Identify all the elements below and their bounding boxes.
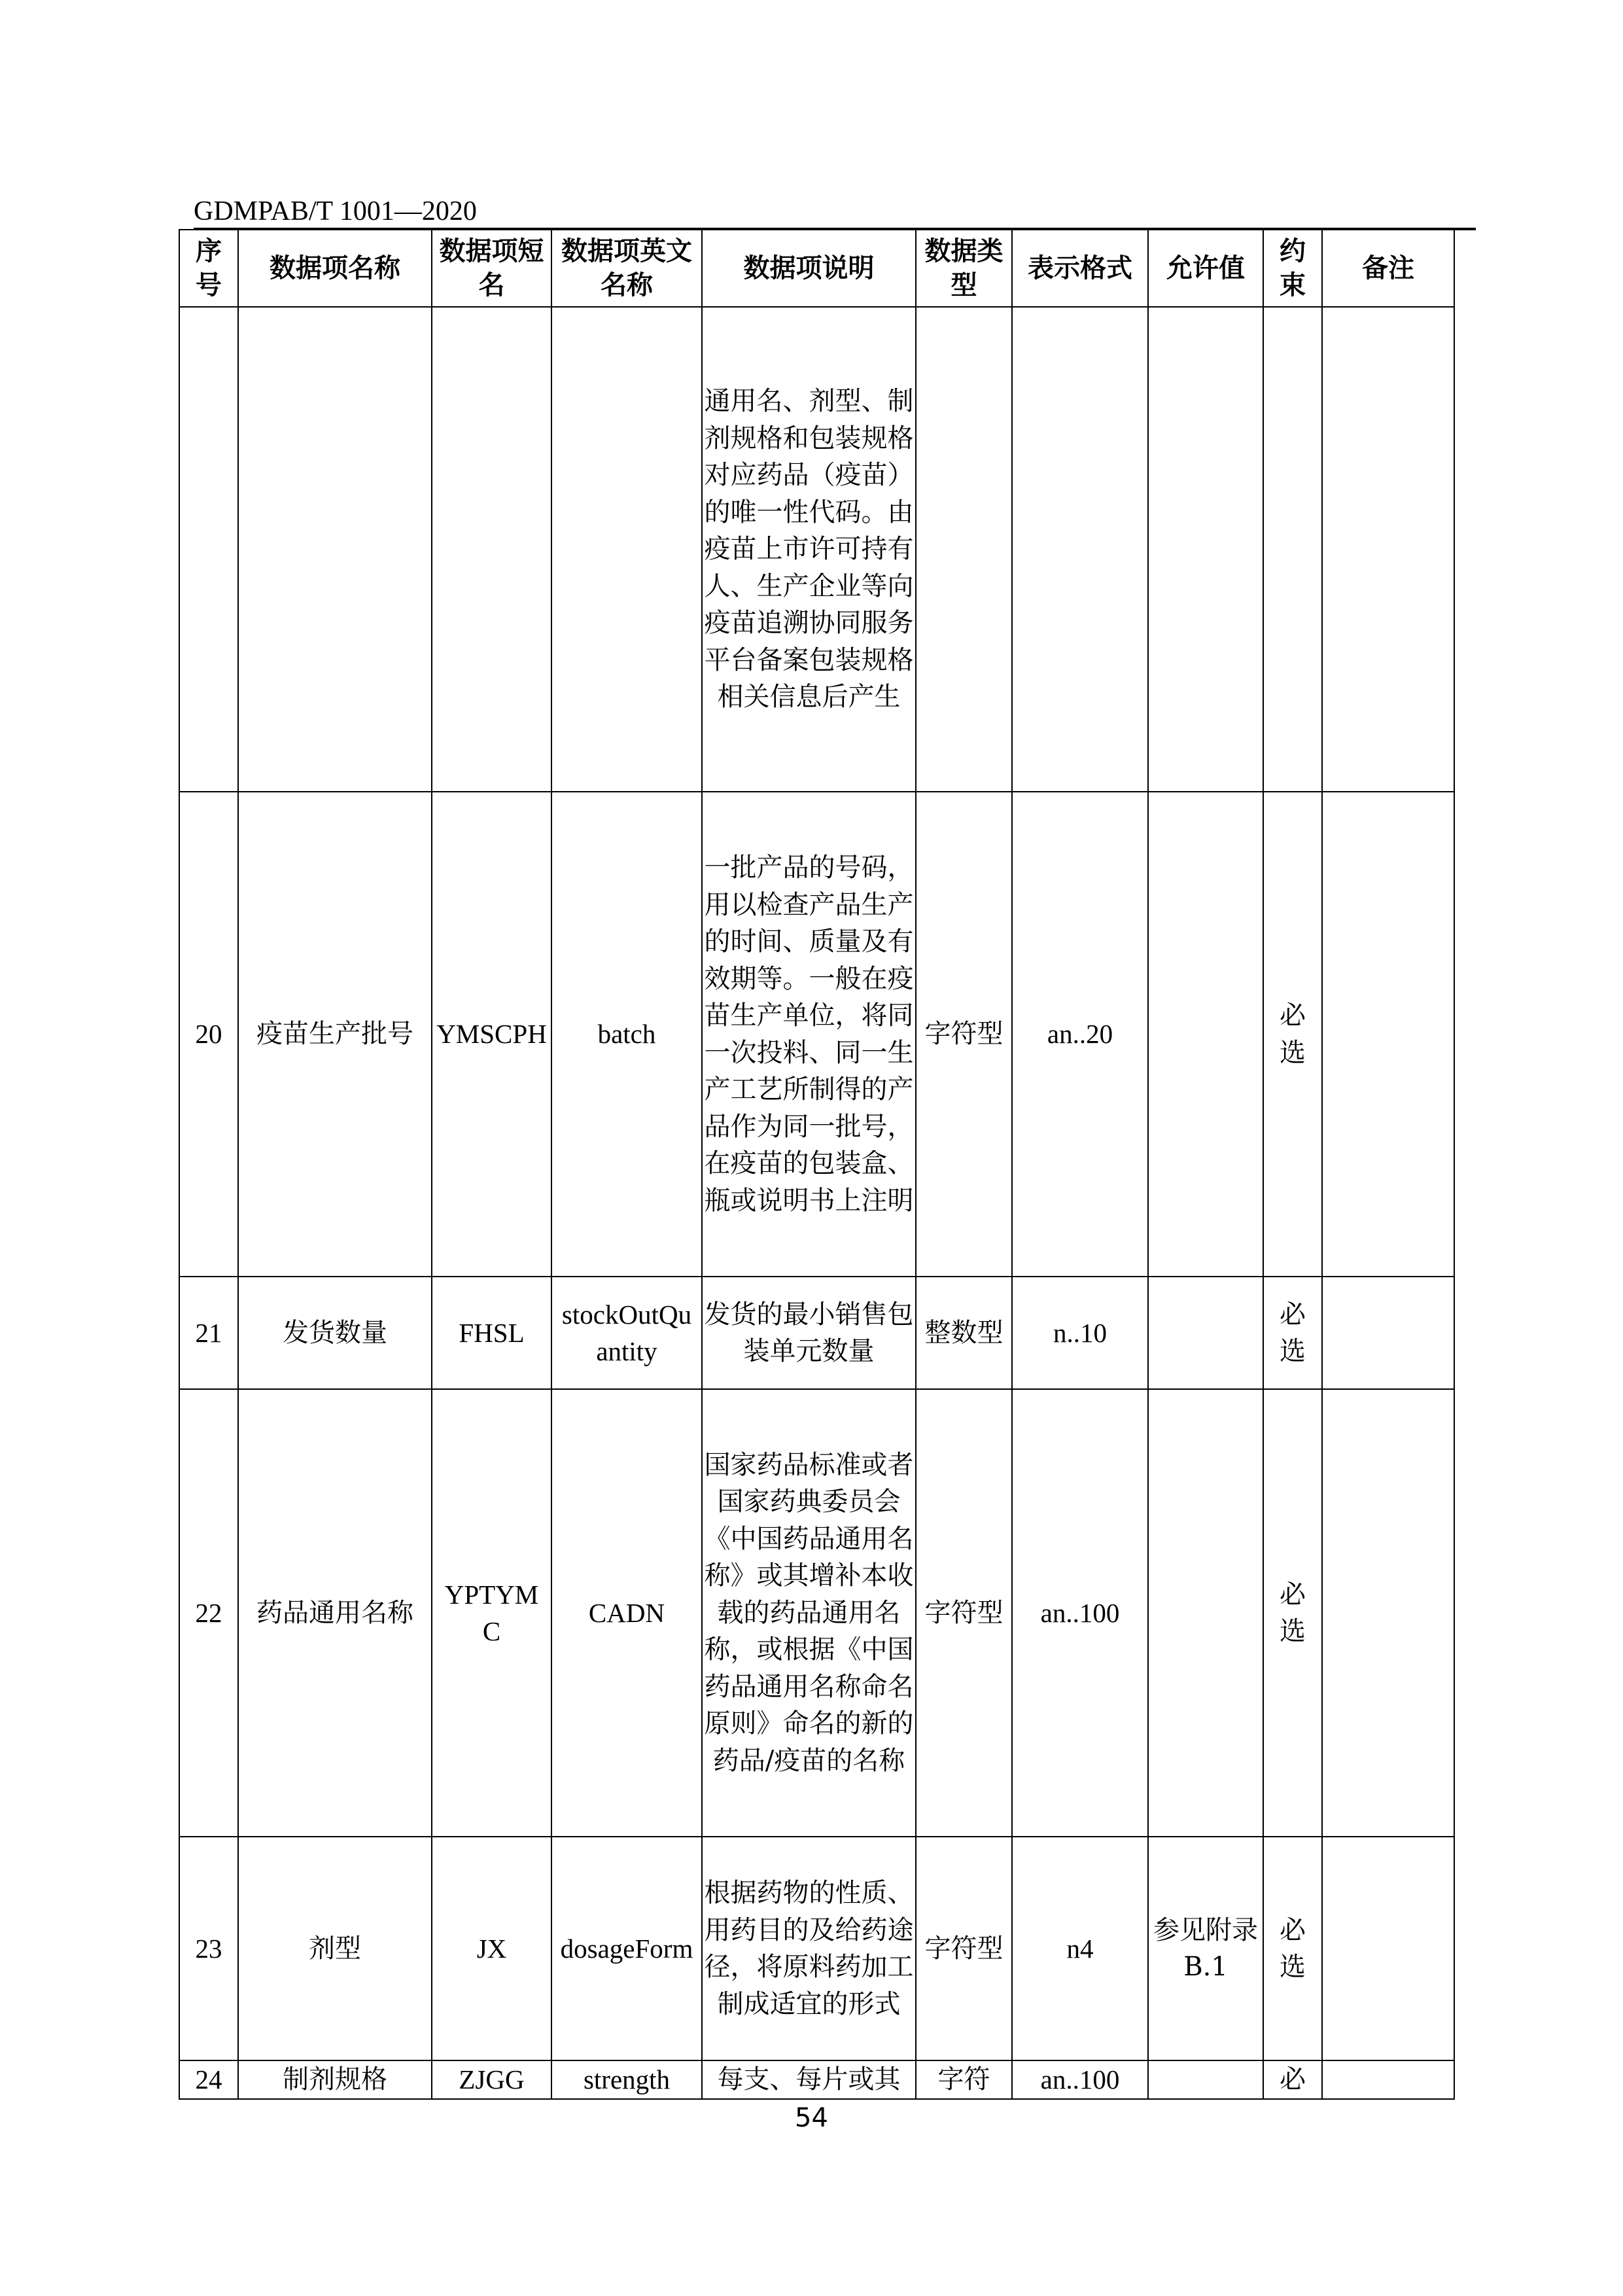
table-row (179, 1277, 1454, 1389)
column-header-allowed-values: 允许值 (1148, 230, 1263, 307)
column-header-english-name: 数据项英文名称 (551, 230, 702, 307)
cell-english-name: CADN (551, 1389, 702, 1837)
cell-short-name (432, 307, 551, 792)
column-header-no: 序号 (179, 230, 238, 307)
data-item-table (179, 229, 1455, 2100)
cell-format: an..100 (1012, 1389, 1148, 1837)
cell-english-name (551, 307, 702, 792)
cell-note (1322, 1389, 1454, 1837)
cell-data-type: 整数型 (916, 1277, 1012, 1389)
cell-data-type: 字符型 (916, 1837, 1012, 2060)
table-row (179, 307, 1454, 792)
cell-allowed-values (1148, 1389, 1263, 1837)
column-header-format: 表示格式 (1012, 230, 1148, 307)
cell-no (179, 307, 238, 792)
cell-english-name: strength (551, 2060, 702, 2099)
cell-constraint: 必选 (1263, 1389, 1322, 1837)
cell-allowed-values (1148, 1277, 1263, 1389)
cell-format: an..20 (1012, 792, 1148, 1277)
cell-allowed-values (1148, 2060, 1263, 2099)
cell-description: 一批产品的号码，用以检查产品生产的时间、质量及有效期等。一般在疫苗生产单位，将同一次投料、同一生产工艺所制得的产品作为同一批号，在疫苗的包装盒、瓶或说明书上注明 (702, 792, 916, 1277)
page-number: 54 (795, 2103, 828, 2133)
cell-constraint: 必 (1263, 2060, 1322, 2099)
cell-description: 根据药物的性质、用药目的及给药途径，将原料药加工制成适宜的形式 (702, 1837, 916, 2060)
cell-short-name: YMSCPH (432, 792, 551, 1277)
column-header-short-name: 数据项短名 (432, 230, 551, 307)
cell-no: 20 (179, 792, 238, 1277)
cell-description: 发货的最小销售包装单元数量 (702, 1277, 916, 1389)
cell-note (1322, 1277, 1454, 1389)
cell-data-type (916, 307, 1012, 792)
cell-note (1322, 1837, 1454, 2060)
table-header-row (179, 230, 1454, 307)
cell-allowed-values (1148, 307, 1263, 792)
cell-no: 23 (179, 1837, 238, 2060)
cell-name: 疫苗生产批号 (238, 792, 432, 1277)
cell-no: 24 (179, 2060, 238, 2099)
cell-english-name: dosageForm (551, 1837, 702, 2060)
cell-format (1012, 307, 1148, 792)
cell-name: 制剂规格 (238, 2060, 432, 2099)
column-header-description: 数据项说明 (702, 230, 916, 307)
cell-note (1322, 307, 1454, 792)
column-header-data-type: 数据类型 (916, 230, 1012, 307)
column-header-constraint: 约束 (1263, 230, 1322, 307)
table-row (179, 792, 1454, 1277)
table-row (179, 1389, 1454, 1837)
cell-name: 剂型 (238, 1837, 432, 2060)
cell-constraint (1263, 307, 1322, 792)
cell-description: 每支、每片或其 (702, 2060, 916, 2099)
cell-data-type: 字符型 (916, 1389, 1012, 1837)
cell-short-name: ZJGG (432, 2060, 551, 2099)
cell-constraint: 必选 (1263, 1277, 1322, 1389)
cell-data-type: 字符型 (916, 792, 1012, 1277)
table-row (179, 1837, 1454, 2060)
table-row (179, 2060, 1454, 2099)
cell-name (238, 307, 432, 792)
cell-name: 药品通用名称 (238, 1389, 432, 1837)
cell-note (1322, 2060, 1454, 2099)
document-code: GDMPAB/T 1001—2020 (194, 196, 477, 226)
cell-english-name: batch (551, 792, 702, 1277)
cell-allowed-values (1148, 792, 1263, 1277)
cell-note (1322, 792, 1454, 1277)
cell-format: n..10 (1012, 1277, 1148, 1389)
cell-short-name: YPTYMC (432, 1389, 551, 1837)
column-header-note: 备注 (1322, 230, 1454, 307)
cell-data-type: 字符 (916, 2060, 1012, 2099)
cell-description: 通用名、剂型、制剂规格和包装规格对应药品（疫苗）的唯一性代码。由疫苗上市许可持有人、生产企业等向疫苗追溯协同服务平台备案包装规格相关信息后产生 (702, 307, 916, 792)
cell-format: an..100 (1012, 2060, 1148, 2099)
cell-constraint: 必选 (1263, 1837, 1322, 2060)
cell-constraint: 必选 (1263, 792, 1322, 1277)
cell-no: 21 (179, 1277, 238, 1389)
cell-allowed-values: 参见附录B.1 (1148, 1837, 1263, 2060)
cell-name: 发货数量 (238, 1277, 432, 1389)
column-header-name: 数据项名称 (238, 230, 432, 307)
cell-no: 22 (179, 1389, 238, 1837)
cell-description: 国家药品标准或者国家药典委员会《中国药品通用名称》或其增补本收载的药品通用名称，或根据《中国药品通用名称命名原则》命名的新的药品/疫苗的名称 (702, 1389, 916, 1837)
cell-short-name: JX (432, 1837, 551, 2060)
cell-format: n4 (1012, 1837, 1148, 2060)
cell-short-name: FHSL (432, 1277, 551, 1389)
cell-english-name: stockOutQuantity (551, 1277, 702, 1389)
